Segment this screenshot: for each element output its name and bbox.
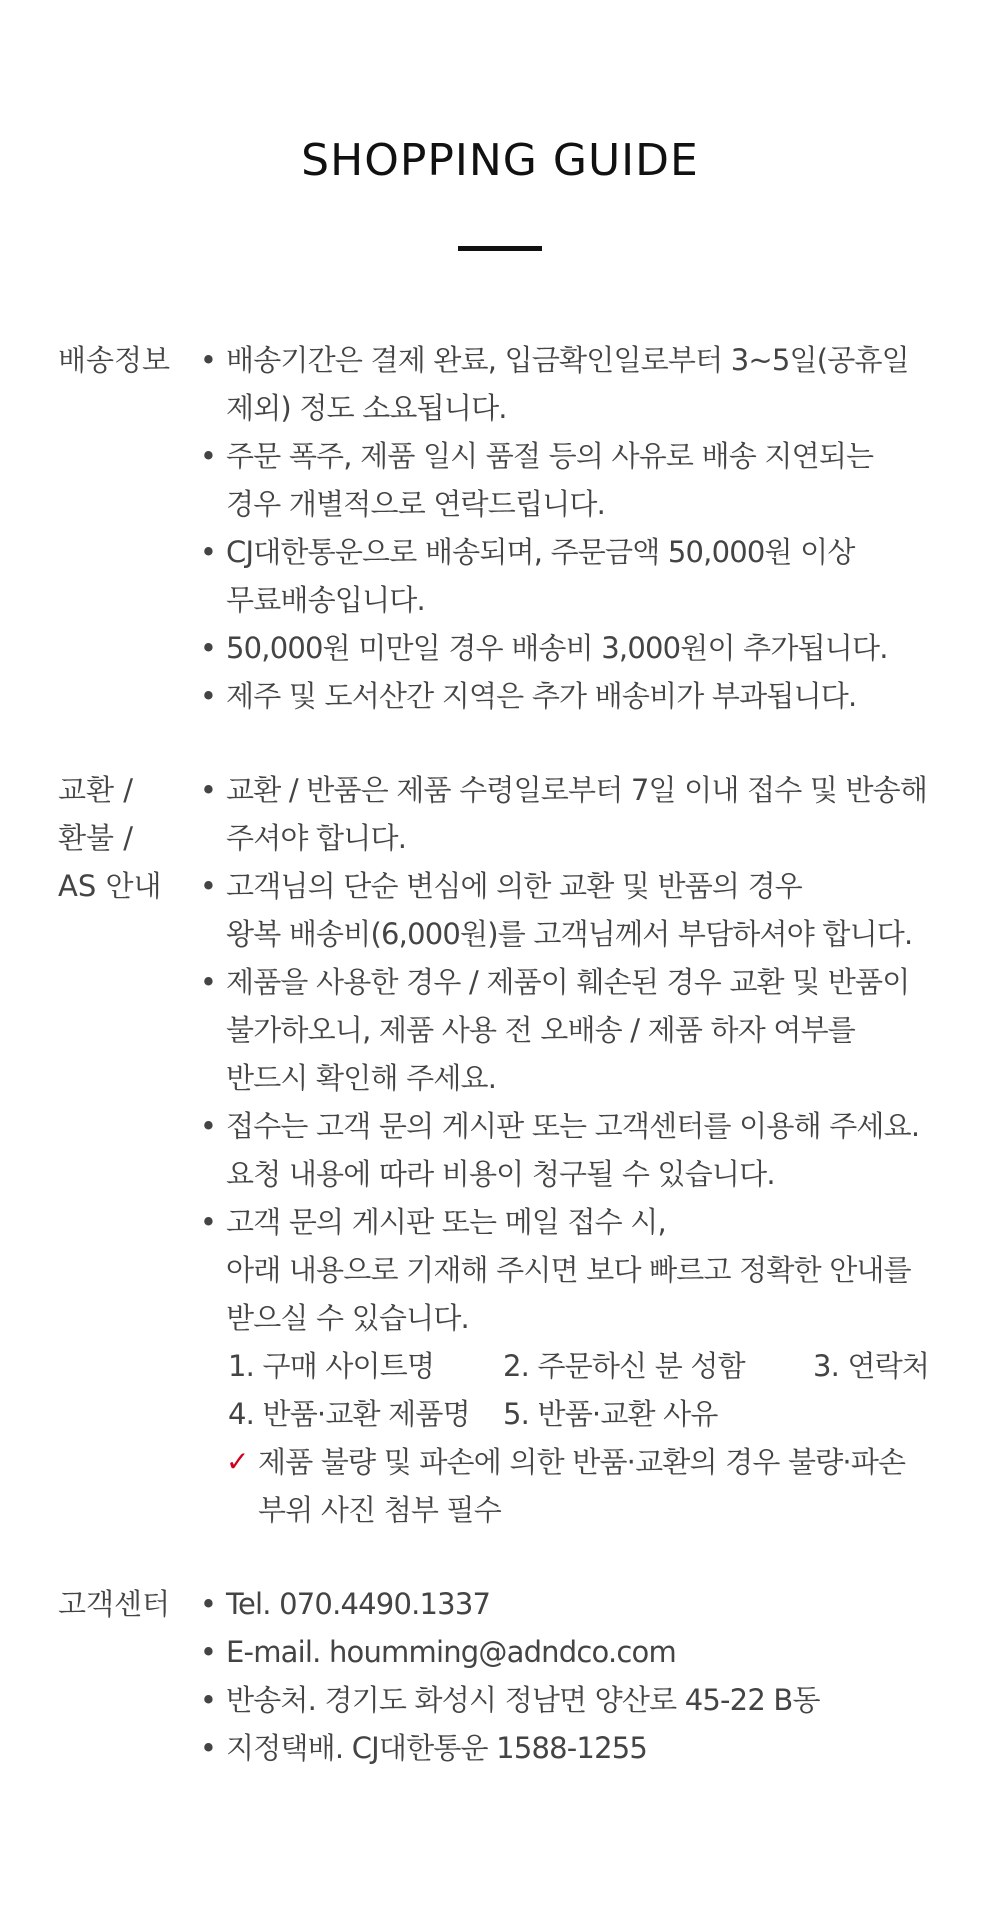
bullet-icon: • bbox=[199, 1109, 217, 1143]
bullet-icon: • bbox=[199, 679, 217, 713]
bullet-icon: • bbox=[199, 1731, 217, 1765]
list-item: • 주문 폭주, 제품 일시 품절 등의 사유로 배송 지연되는 경우 개별적으로 연락드립니다. bbox=[198, 432, 958, 528]
contact-list bbox=[198, 1580, 958, 1772]
shipping-label: 배송정보 bbox=[58, 343, 171, 377]
exchange-list bbox=[198, 766, 958, 1534]
email-item: • E-mail. houmming@adndco.com bbox=[198, 1628, 958, 1676]
list-item: • 제품을 사용한 경우 / 제품이 훼손된 경우 교환 및 반품이 불가하오니, 제품 사용 전 오배송 / 제품 하자 여부를 반드시 확인해 주세요. bbox=[198, 958, 958, 1102]
list-item: • 제주 및 도서산간 지역은 추가 배송비가 부과됩니다. bbox=[198, 672, 958, 720]
phone-item: • Tel. 070.4490.1337 bbox=[198, 1580, 958, 1628]
bullet-icon: • bbox=[199, 1635, 217, 1669]
list-item: • 50,000원 미만일 경우 배송비 3,000원이 추가됩니다. bbox=[198, 624, 958, 672]
field-item: 3. 연락처 bbox=[813, 1349, 930, 1383]
bullet-icon: • bbox=[199, 631, 217, 665]
list-item: • 고객 문의 게시판 또는 메일 접수 시, 아래 내용으로 기재해 주시면 보다 빠르고 정확한 안내를 받으실 수 있습니다. 1. 구매 사이트명 2. 주문하신 분 성함 3. 연락처 4. 반품·교환 제품명 5. 반품·교환 사유 ✓ 제품 불량 및 파손에 의한 반품·교환의 경우 불량·파손 부위 사진 첨부 필수 bbox=[198, 1198, 958, 1534]
field-item: 5. 반품·교환 사유 bbox=[503, 1397, 718, 1431]
photo-required-note: ✓ 제품 불량 및 파손에 의한 반품·교환의 경우 불량·파손 부위 사진 첨부 필수 bbox=[226, 1438, 958, 1534]
bullet-icon: • bbox=[199, 1587, 217, 1621]
return-address-item: • 반송처. 경기도 화성시 정남면 양산로 45-22 B동 bbox=[198, 1676, 958, 1724]
contact-label: 고객센터 bbox=[58, 1587, 171, 1621]
list-item: • CJ대한통운으로 배송되며, 주문금액 50,000원 이상 무료배송입니다. bbox=[198, 528, 958, 624]
list-item: • 배송기간은 결제 완료, 입금확인일로부터 3~5일(공휴일 제외) 정도 소요됩니다. bbox=[198, 336, 958, 432]
courier-item: • 지정택배. CJ대한통운 1588-1255 bbox=[198, 1724, 958, 1772]
list-item: • 교환 / 반품은 제품 수령일로부터 7일 이내 접수 및 반송해 주셔야 합니다. bbox=[198, 766, 958, 862]
required-fields bbox=[228, 1342, 958, 1438]
bullet-icon: • bbox=[199, 773, 217, 807]
bullet-icon: • bbox=[199, 535, 217, 569]
bullet-icon: • bbox=[199, 1205, 217, 1239]
bullet-icon: • bbox=[199, 439, 217, 473]
check-icon: ✓ bbox=[226, 1445, 249, 1478]
field-item: 4. 반품·교환 제품명 bbox=[228, 1397, 470, 1431]
page-title: SHOPPING GUIDE bbox=[301, 135, 699, 186]
title-divider bbox=[458, 246, 542, 251]
bullet-icon: • bbox=[199, 965, 217, 999]
exchange-label: 교환 / 환불 / AS 안내 bbox=[58, 773, 162, 903]
field-item: 1. 구매 사이트명 bbox=[228, 1349, 435, 1383]
field-item: 2. 주문하신 분 성함 bbox=[503, 1349, 745, 1383]
list-item: • 고객님의 단순 변심에 의한 교환 및 반품의 경우 왕복 배송비(6,000원)를 고객님께서 부담하셔야 합니다. bbox=[198, 862, 958, 958]
bullet-icon: • bbox=[199, 343, 217, 377]
shipping-list bbox=[198, 336, 958, 720]
list-item: • 접수는 고객 문의 게시판 또는 고객센터를 이용해 주세요. 요청 내용에 따라 비용이 청구될 수 있습니다. bbox=[198, 1102, 958, 1198]
bullet-icon: • bbox=[199, 1683, 217, 1717]
bullet-icon: • bbox=[199, 869, 217, 903]
